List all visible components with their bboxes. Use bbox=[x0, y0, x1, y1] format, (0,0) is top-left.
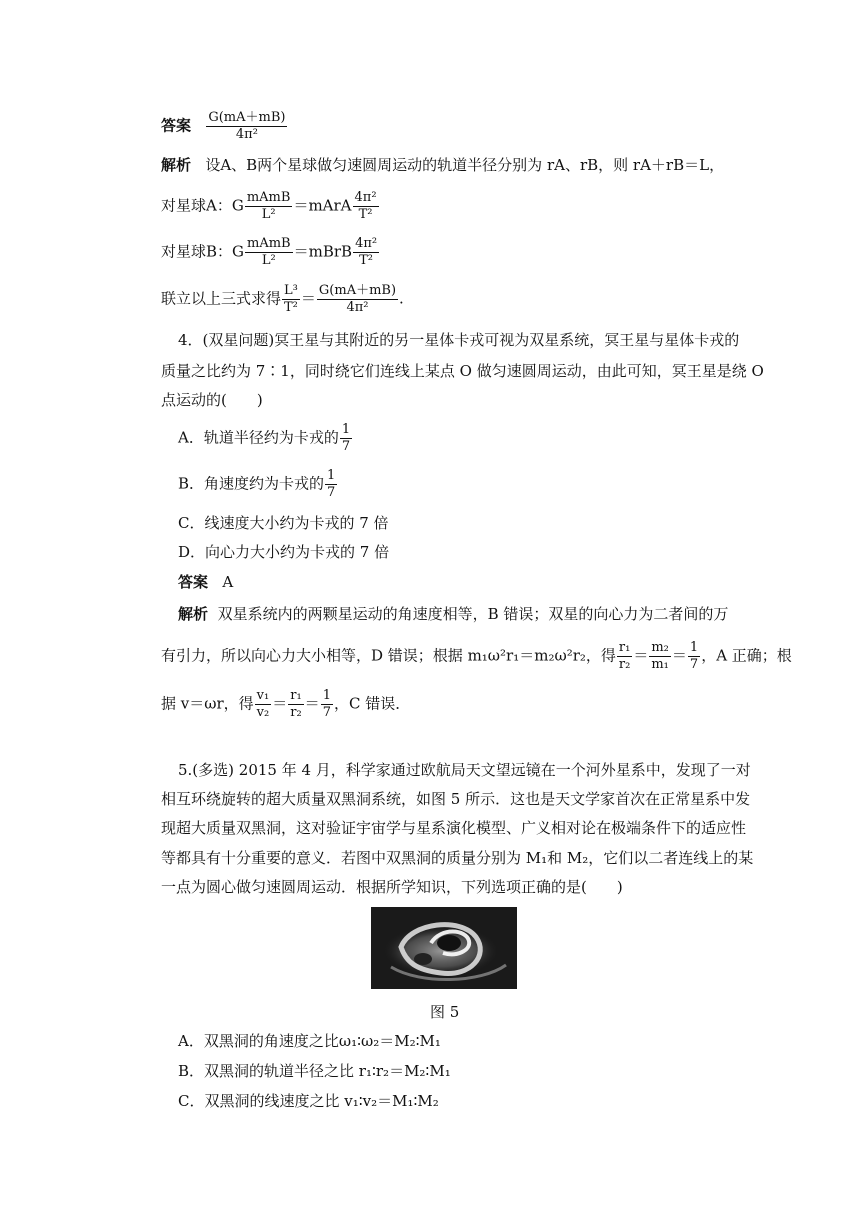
q5-option-b: B．双黑洞的轨道半径之比 r₁∶r₂＝M₂∶M₁ bbox=[178, 1062, 451, 1080]
analysis-label: 解析 bbox=[161, 156, 192, 174]
q5-stem-line1: 5.(多选) 2015 年 4 月，科学家通过欧航局天文望远镜在一个河外星系中，发现了一对 bbox=[178, 761, 751, 779]
q3-combined-equation: 联立以上三式求得 $\frac{\text{L³}}{\text{T²}}$ ＝ $\frac{G(mA+mB)}{\text{4π²}}$ . bbox=[161, 283, 404, 315]
q4-option-a: A．轨道半径约为卡戎的 $\frac{1}{7}$ bbox=[178, 422, 351, 454]
q5-stem-line2: 相互环绕旋转的超大质量双黑洞系统，如图 5 所示．这也是天文学家首次在正常星系中发 bbox=[161, 790, 751, 808]
q5-stem-line3: 现超大质量双黑洞，这对验证宇宙学与星系演化模型、广义相对论在极端条件下的适应性 bbox=[161, 819, 747, 837]
q4-analysis-line1: 解析 双星系统内的两颗星运动的角速度相等，B 错误；双星的向心力为二者间的万 bbox=[178, 605, 729, 623]
q4-option-c: C．线速度大小约为卡戎的 7 倍 bbox=[178, 514, 389, 532]
answer-value: A bbox=[222, 573, 234, 591]
answer-label: 答案 bbox=[161, 116, 192, 135]
q4-stem-line2: 质量之比约为 7∶1，同时绕它们连线上某点 O 做匀速圆周运动，由此可知，冥王星是绕 O bbox=[161, 362, 764, 380]
q3-answer-row bbox=[161, 110, 288, 143]
q4-option-d: D．向心力大小约为卡戎的 7 倍 bbox=[178, 543, 390, 561]
q4-stem-line3: 点运动的( ) bbox=[161, 391, 263, 409]
analysis-text: 设A、B两个星球做匀速圆周运动的轨道半径分别为 rA、rB，则 rA＋rB＝L， bbox=[205, 156, 725, 174]
q4-answer-row: 答案 A bbox=[178, 573, 234, 591]
q3-analysis-row bbox=[161, 155, 724, 175]
answer-fraction: $\frac{G(mA+mB)}{\text{4π²}}$ bbox=[208, 110, 286, 142]
black-hole-figure bbox=[371, 907, 517, 989]
q4-stem-line1: 4．(双星问题)冥王星与其附近的另一星体卡戎可视为双星系统，冥王星与星体卡戎的 bbox=[178, 331, 740, 349]
q3-starA-equation: 对星球A：G $\frac{\text{mAmB}}{\text{L²}}$ ＝mArA $\frac{\text{4π²}}{\text{T²}}$ bbox=[161, 190, 377, 222]
figure-caption: 图 5 bbox=[430, 1003, 460, 1021]
q4-option-b: B．角速度约为卡戎的 $\frac{1}{7}$ bbox=[178, 468, 336, 500]
q4-analysis-line2: 有引力，所以向心力大小相等，D 错误；根据 m₁ω²r₁＝m₂ω²r₂，得 $\frac{\text{r₁}}{\text{r₂}}$ ＝ $\frac{\text{m₂}}{\text{m₁}}$ ＝ $\frac{1}{7}$ ，A 正确；根 bbox=[161, 640, 792, 672]
q3-starB-equation: 对星球B：G $\frac{\text{mAmB}}{\text{L²}}$ ＝mBrB $\frac{\text{4π²}}{\text{T²}}$ bbox=[161, 236, 378, 268]
q4-analysis-line3: 据 v＝ωr，得 $\frac{\text{v₁}}{\text{v₂}}$ ＝ $\frac{\text{r₁}}{\text{r₂}}$ ＝ $\frac{1}{7}$ ，C 错误． bbox=[161, 688, 411, 720]
q5-option-c: C．双黑洞的线速度之比 v₁∶v₂＝M₁∶M₂ bbox=[178, 1092, 439, 1110]
q5-stem-line4: 等都具有十分重要的意义．若图中双黑洞的质量分别为 M₁和 M₂，它们以二者连线上的某 bbox=[161, 849, 754, 867]
q5-option-a: A．双黑洞的角速度之比ω₁∶ω₂＝M₂∶M₁ bbox=[178, 1032, 441, 1050]
q5-stem-line5: 一点为圆心做匀速圆周运动．根据所学知识，下列选项正确的是( ) bbox=[161, 878, 623, 896]
